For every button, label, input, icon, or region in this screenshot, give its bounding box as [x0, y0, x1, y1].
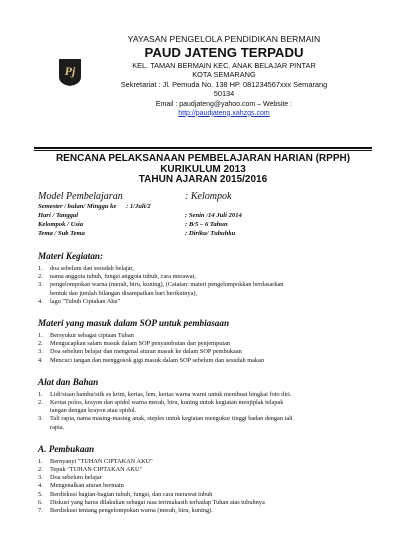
title-line-1: RENCANA PELAKSANAAN PEMBELAJARAN HARIAN (RPPH) — [55, 153, 351, 164]
section-heading: A. Pembukaan — [38, 443, 95, 454]
item-text: Berdiskusi bagian-bagian tubuh, fungsi, dan cara merawat tubuh — [50, 490, 213, 498]
list-item — [38, 332, 368, 340]
letterhead — [96, 34, 352, 118]
item-text: Berdiskusi tentang pengelompokan warna (merah, biru, kuning). — [50, 507, 213, 515]
list-item — [38, 391, 368, 399]
item-text: bentuk dan jumlah bilangan disampaikan hari berikutnya), — [50, 289, 198, 297]
item-number: 1. — [38, 332, 43, 340]
item-number: 1. — [38, 457, 43, 465]
alat-bahan-list — [38, 391, 368, 432]
item-text: Mengucapkan salam masuk dalam SOP penyambutan dan penjemputan — [50, 340, 231, 348]
meta-label: Hari / Tanggal — [38, 212, 79, 219]
list-item — [38, 458, 368, 466]
list-item — [38, 290, 368, 298]
meta-label: Tema / Sub Tema — [38, 230, 85, 237]
meta-label: Kelompok / Usia — [38, 221, 84, 228]
letterhead-contact: Email : paudjateng@yahoo.com – Website : — [155, 100, 293, 108]
item-text: Bersyukur sebagai ciptaan Tuhan — [50, 332, 134, 340]
meta-value: : 1/Juli/2 — [126, 203, 151, 210]
meta-value: : Senin /14 Juli 2014 — [185, 212, 242, 219]
item-number: 4. — [38, 482, 43, 490]
item-text: lagu "Tubuh Ciptakan Aku" — [50, 297, 121, 305]
title-line-2: KURIKULUM 2013 — [160, 163, 246, 175]
letterhead-divider-thin — [34, 150, 372, 151]
list-item — [38, 424, 368, 432]
meta-row — [38, 221, 368, 230]
list-item — [38, 499, 368, 507]
list-item — [38, 348, 368, 356]
letterhead-address: Sekretariat : Jl. Pemuda No. 138 HP. 081234567xxx Semarang — [120, 79, 328, 89]
list-item — [38, 340, 368, 348]
model-value: : Kelompok — [185, 191, 232, 202]
item-text: rapia. — [50, 423, 65, 431]
item-number: 3. — [38, 348, 43, 356]
meta-value: : B/5 – 6 Tahun — [185, 221, 228, 228]
title-line-3: TAHUN AJARAN 2015/2016 — [138, 174, 268, 185]
list-item — [38, 399, 368, 407]
item-text: Diskusi yang harus dilakukan sebagai rasa terimakasih terhadap Tuhan atas tubuhnya — [50, 498, 265, 506]
item-number: 3. — [38, 281, 43, 289]
item-number: 2. — [38, 399, 43, 407]
list-item — [38, 298, 368, 306]
item-text: Lidi/sisan bambu/stik es krim, kertas, lem, kertas warna warni untuk membuat bingkai foto diri. — [50, 390, 292, 398]
letterhead-postcode: 50134 — [213, 89, 235, 99]
list-item — [38, 466, 368, 474]
item-number: 1. — [38, 390, 43, 398]
item-text: pengelompokan warna (merah, biru, kuning), (Catatan: materi pengelompokkan berdasarkan — [50, 281, 284, 289]
item-text: tangan dengan krayon atau spidol. — [50, 407, 137, 415]
list-item — [38, 474, 368, 482]
item-text: Bernyanyi "TUHAN CIPTAKAN AKU" — [50, 457, 153, 465]
list-item — [38, 265, 368, 273]
item-text: Tali rapia, nama masing-masing anak, steples untuk kegiatan mengukur tinggi badan dengan tali — [50, 415, 293, 423]
meta-value: : Diriku/ Tubuhku — [185, 230, 236, 237]
list-item — [38, 281, 368, 289]
letterhead-subtitle: KEL. TAMAN BERMAIN KEC. ANAK BELAJAR PINTAR — [132, 61, 316, 70]
item-number: 4. — [38, 297, 43, 305]
letterhead-divider — [34, 147, 372, 149]
model-row — [38, 191, 368, 203]
website-link[interactable]: http://paudjateng.xahzgs.com — [178, 109, 270, 117]
meta-row — [38, 203, 368, 212]
list-item — [38, 407, 368, 415]
materi-kegiatan-list — [38, 265, 368, 306]
item-text: Doa sebelum belajar — [50, 474, 102, 482]
item-text: Mencuci tangan dan menggosok gigi masuk dalam SOP sebelum dan sesudah makan — [50, 356, 264, 364]
list-item — [38, 273, 368, 281]
document-title — [34, 154, 372, 186]
meta-label: Semester / bulan/ Minggu ke — [38, 203, 117, 210]
item-number: 3. — [38, 474, 43, 482]
meta-row — [38, 230, 368, 239]
item-text: doa sebelum dan sesudah belajar, — [50, 265, 134, 272]
list-item — [38, 482, 368, 490]
item-number: 2. — [38, 273, 43, 281]
section-heading: Materi yang masuk dalam SOP untuk pembiasaan — [38, 318, 230, 329]
item-number: 2. — [38, 340, 43, 348]
item-number: 5. — [38, 490, 43, 498]
meta-row — [38, 212, 368, 221]
item-number: 4. — [38, 356, 43, 364]
school-name: PAUD JATENG TERPADU — [144, 45, 304, 60]
item-text: nama anggota tubuh, fungsi anggota tubuh, cara merawat, — [50, 273, 196, 281]
document-body — [38, 191, 368, 515]
list-item — [38, 415, 368, 423]
logo-text: Pj — [64, 64, 76, 78]
section-heading: Alat dan Bahan — [38, 376, 99, 387]
list-item — [38, 357, 368, 365]
item-text: Tepuk "TUHAN CIPTAKAN AKU" — [50, 466, 143, 474]
item-text: Doa sebelum belajar dan mengenal aturan masuk ke dalam SOP pembukaan — [50, 348, 242, 356]
item-number: 1. — [38, 265, 43, 272]
item-text: Kertas polos, krayon dan spidol warna merah, biru, kuning untuk kegiatan menjiplak telapak — [50, 399, 284, 407]
item-number: 3. — [38, 415, 43, 423]
letterhead-city: KOTA SEMARANG — [192, 70, 256, 80]
section-heading: Materi Kegiatan: — [38, 251, 104, 261]
pembukaan-list — [38, 458, 368, 515]
list-item — [38, 491, 368, 499]
organization-name: YAYASAN PENGELOLA PENDIDIKAN BERMAIN — [127, 34, 321, 44]
sop-list — [38, 332, 368, 365]
paud-logo-icon — [56, 57, 84, 87]
list-item — [38, 507, 368, 515]
item-number: 2. — [38, 466, 43, 474]
item-number: 6. — [38, 498, 43, 506]
item-number: 7. — [38, 507, 43, 515]
model-label: Model Pembelajaran — [38, 191, 123, 202]
item-text: Mengenalkan aturan bermain — [50, 482, 124, 490]
